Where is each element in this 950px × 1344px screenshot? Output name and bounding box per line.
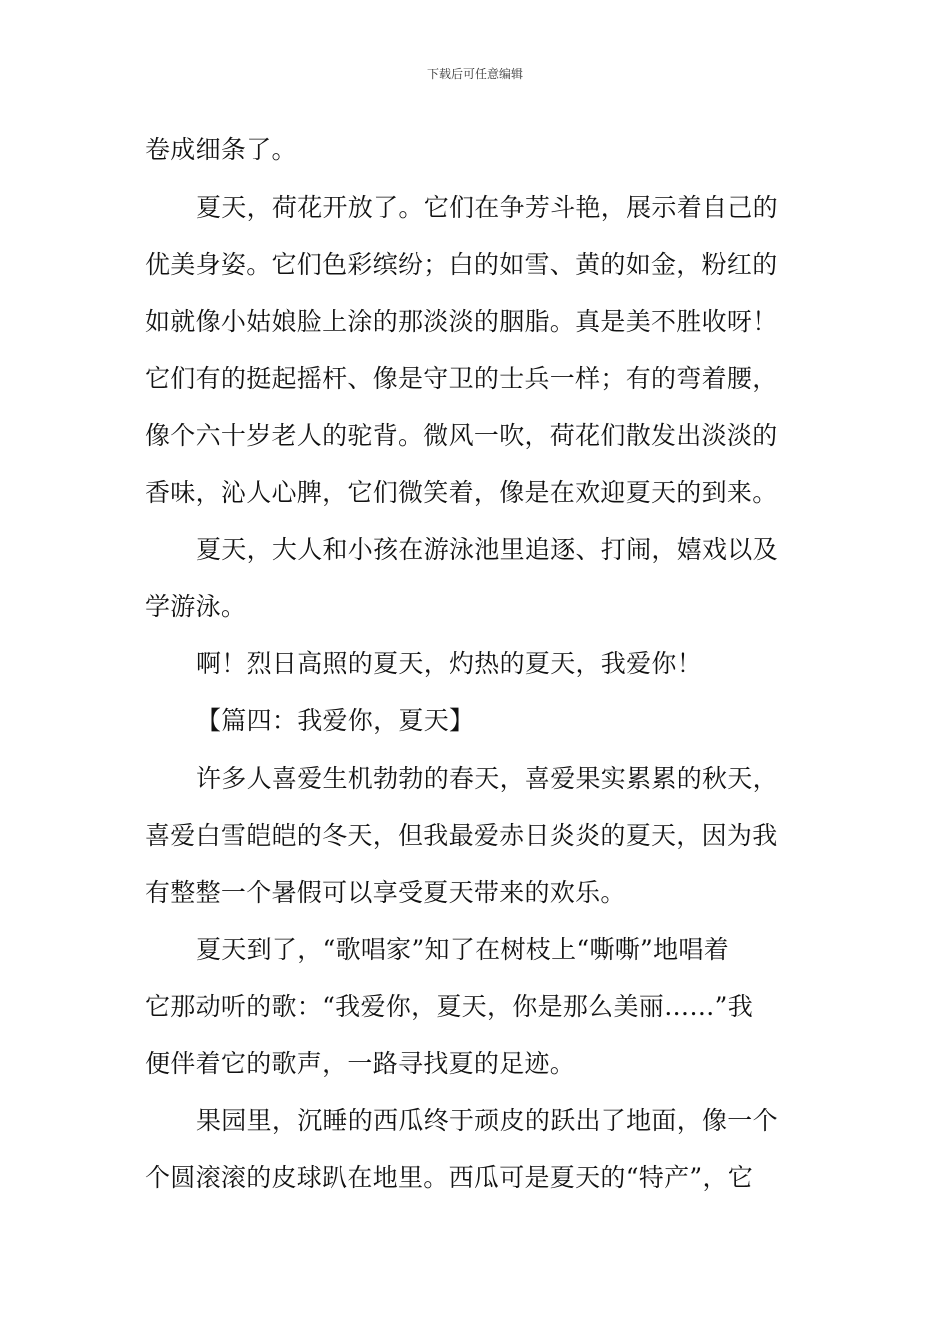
- text-line: 有整整一个暑假可以享受夏天带来的欢乐。: [145, 878, 626, 907]
- text-line: 它们有的挺起摇杆、像是守卫的士兵一样；有的弯着腰，: [145, 364, 778, 393]
- text-line: 香味，沁人心脾，它们微笑着，像是在欢迎夏天的到来。: [145, 478, 778, 507]
- text-line: 夏天到了，“歌唱家”知了在树枝上“嘶嘶”地唱着: [196, 935, 730, 964]
- page-header: 下载后可任意编辑: [426, 67, 523, 81]
- text-line: 便伴着它的歌声，一路寻找夏的足迹。: [145, 1049, 576, 1078]
- text-line: 个圆滚滚的皮球趴在地里。西瓜可是夏天的“特产”，它: [145, 1163, 754, 1192]
- section-heading: 【篇四：我爱你，夏天】: [196, 706, 475, 735]
- text-line: 学游泳。: [145, 592, 247, 621]
- text-line: 如就像小姑娘脸上涂的那淡淡的胭脂。真是美不胜收呀！: [145, 307, 778, 336]
- text-line: 果园里，沉睡的西瓜终于顽皮的跃出了地面，像一个: [196, 1106, 778, 1135]
- text-line: 喜爱白雪皑皑的冬天，但我最爱赤日炎炎的夏天，因为我: [145, 821, 778, 850]
- text-line: 啊！烈日高照的夏天，灼热的夏天，我爱你！: [196, 649, 703, 678]
- text-line: 许多人喜爱生机勃勃的春天，喜爱果实累累的秋天，: [196, 764, 778, 793]
- text-line: 卷成细条了。: [145, 135, 297, 164]
- text-line: 优美身姿。它们色彩缤纷；白的如雪、黄的如金，粉红的: [145, 250, 778, 279]
- text-line: 夏天，荷花开放了。它们在争芳斗艳，展示着自己的: [196, 193, 778, 222]
- text-line: 夏天，大人和小孩在游泳池里追逐、打闹，嬉戏以及: [196, 535, 778, 564]
- text-line: 它那动听的歌：“我爱你，夏天，你是那么美丽……”我: [145, 992, 754, 1021]
- text-line: 像个六十岁老人的驼背。微风一吹，荷花们散发出淡淡的: [145, 421, 778, 450]
